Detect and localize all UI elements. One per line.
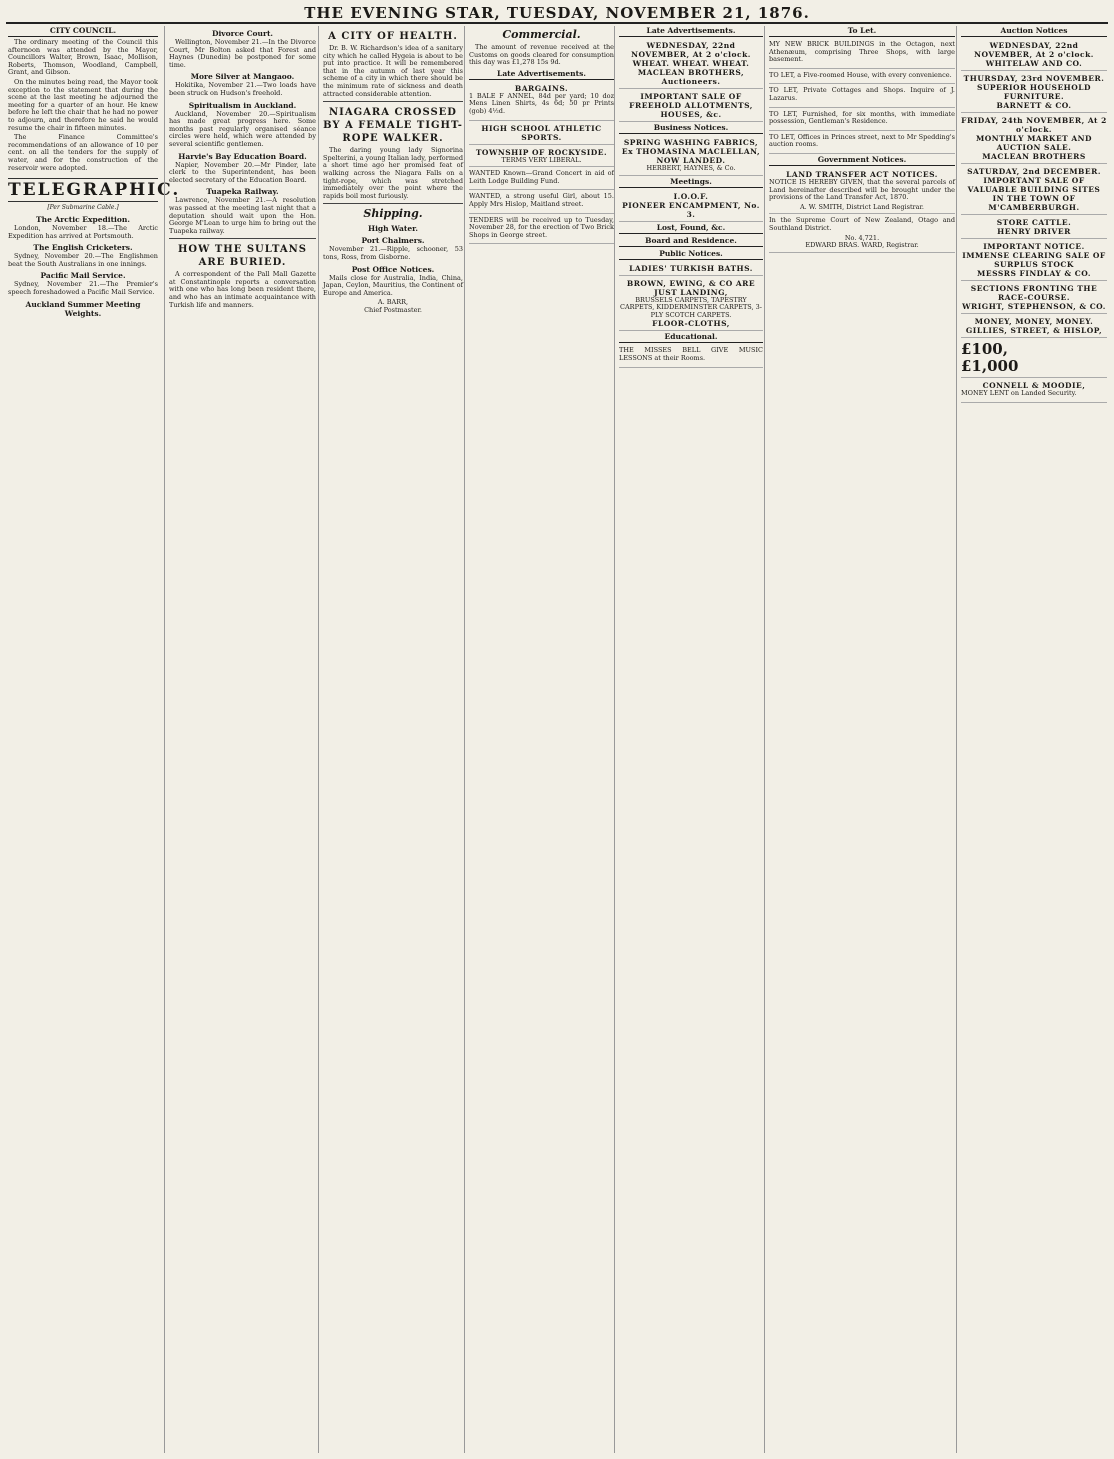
section-heading: Divorce Court. — [211, 29, 274, 38]
ad-title: TOWNSHIP OF ROCKYSIDE. — [475, 147, 608, 157]
money-amount: £1,000 — [961, 357, 1019, 375]
article-paragraph: Sydney, November 20.—The Englishmen beat the South Australians in one innings. — [8, 252, 158, 268]
ad-text: TO LET, Offices in Princes street, next to Mr Spedding's auction rooms. — [769, 132, 955, 149]
ad-title: IMPORTANT SALE OF FREEHOLD ALLOTMENTS, HOUSES, &c. — [629, 92, 753, 119]
ad-text: BRUSSELS CARPETS, TAPESTRY CARPETS, KIDDERMINSTER CARPETS, 3-PLY SCOTCH CARPETS. — [620, 295, 762, 319]
ad-title: SPRING WASHING FABRICS, Ex THOMASINA MACLELLAN, NOW LANDED. — [621, 138, 761, 165]
sultans-heading: HOW THE SULTANS ARE BURIED. — [177, 244, 308, 269]
divider — [323, 203, 463, 204]
ad-title: WEDNESDAY, 22nd NOVEMBER, At 2 o'clock. — [974, 41, 1094, 59]
ad-title: IMPORTANT NOTICE. — [983, 242, 1085, 251]
article-paragraph: Lawrence, November 21.—A resolution was passed at the meeting last night that a deputation should wait upon the Hon. George M'Lean to urge him to bring out the Tuapeka railway. — [169, 196, 316, 235]
advertisement — [961, 114, 1107, 164]
ad-title: BARNETT & CO. — [996, 101, 1072, 110]
advertisement — [619, 136, 763, 176]
ad-text: THE MISSES BELL GIVE MUSIC LESSONS at their Rooms. — [619, 346, 763, 362]
ad-text: NOTICE IS HEREBY GIVEN, that the several parcels of Land hereinafter described will be brought under the provisions of the Land Transfer Act, 1870. — [769, 177, 955, 202]
advertisement — [961, 165, 1107, 215]
ad-text: EDWARD BRAS. WARD, Registrar. — [805, 241, 919, 250]
city-of-health-heading: A CITY OF HEALTH. — [328, 31, 458, 42]
advertisement — [619, 262, 763, 276]
article-paragraph: Wellington, November 21.—In the Divorce Court, Mr Bolton asked that Forest and Haynes (Dunedin) be postponed for some time. — [169, 38, 316, 69]
ad-title: I.O.O.F. — [673, 191, 709, 201]
advertisement — [619, 190, 763, 222]
ad-title: WRIGHT, STEPHENSON, & CO. — [962, 302, 1106, 311]
ad-title: IMPORTANT SALE OF VALUABLE BUILDING SITES IN THE TOWN OF M'CAMBERBURGH. — [967, 176, 1101, 212]
educational-heading: Educational. — [619, 332, 763, 343]
advertisement — [961, 315, 1107, 338]
advertisement — [961, 216, 1107, 239]
article-paragraph: Hokitika, November 21.—Two loads have been struck on Hudson's freehold. — [169, 81, 316, 97]
auction-notices-heading: Auction Notices — [961, 26, 1107, 37]
ad-title: WHEAT. WHEAT. WHEAT. — [632, 59, 750, 68]
article-paragraph: Napier, November 20.—Mr Pinder, late clerk to the Superintendent, has been elected secretary of the Education Board. — [169, 160, 316, 184]
advertisement — [769, 168, 955, 214]
section-heading: The Arctic Expedition. — [36, 215, 130, 225]
government-notices-heading: Government Notices. — [769, 155, 955, 166]
column-4 — [464, 26, 614, 1453]
ad-title: MACLEAN BROTHERS, Auctioneers. — [637, 68, 745, 86]
advertisement — [619, 90, 763, 122]
article-paragraph: On the minutes being read, the Mayor took exception to the statement that during the scene at the last meeting he adjourned the meeting for a quarter of an hour. He knew before he left the chair that he had no power to adjourn, and therefore he said he would resume the chair in fifteen minutes. — [8, 77, 158, 132]
telegraphic-subhead: [Per Submarine Cable.] — [47, 204, 119, 212]
niagara-heading: NIAGARA CROSSED BY A FEMALE TIGHT-ROPE WALKER. — [323, 107, 463, 145]
section-heading: High Water. — [368, 224, 418, 234]
late-ads-heading: Late Advertisements. — [469, 69, 614, 80]
ad-title: FRIDAY, 24th NOVEMBER, At 2 o'clock. — [961, 116, 1107, 134]
section-heading: Port Chalmers. — [361, 236, 425, 246]
advertisement — [619, 345, 763, 367]
ad-title: BROWN, EWING, & CO ARE JUST LANDING, — [626, 278, 756, 297]
ad-text: TENDERS will be received up to Tuesday, November 28, for the erection of Two Brick Shops in George street. — [469, 215, 614, 239]
ad-title: BARGAINS. — [514, 83, 569, 93]
advertisement — [769, 215, 955, 252]
divider — [169, 238, 316, 239]
ad-title: SECTIONS FRONTING THE RACE-COURSE. — [970, 284, 1098, 302]
ad-text: WANTED, a strong useful Girl, about 15. Apply Mrs Hislop, Maitland street. — [469, 192, 614, 208]
ad-title: IMMENSE CLEARING SALE OF SURPLUS STOCK — [962, 251, 1106, 269]
business-notices-heading: Business Notices. — [619, 123, 763, 134]
advertisement — [769, 39, 955, 69]
ad-text: TERMS VERY LIBERAL. — [501, 155, 582, 164]
ad-title: THURSDAY, 23rd NOVEMBER. — [963, 74, 1105, 83]
advertisement — [769, 70, 955, 85]
article-paragraph: A correspondent of the Pall Mall Gazette at Constantinople reports a conversation with one who has long been resident there, and who has an intimate acquaintance with Turkish life and manners. — [169, 270, 316, 309]
section-heading: Harvie's Bay Education Board. — [178, 151, 307, 161]
article-paragraph: Auckland, November 20.—Spiritualism has made great progress here. Some months past regularly organised séance circles were held, which were attended by several scientific gentlemen. — [169, 109, 316, 148]
ad-title: MESSRS FINDLAY & CO. — [977, 269, 1091, 278]
advertisement — [961, 379, 1107, 403]
advertisement — [469, 122, 614, 145]
ad-text: TO LET, a Five-roomed House, with every convenience. — [769, 70, 952, 79]
advertisement — [769, 132, 955, 154]
ad-text: TO LET, Private Cottages and Shops. Inquire of J. Lazarus. — [769, 86, 955, 102]
lost-found-heading: Lost, Found, &c. — [619, 223, 763, 234]
ad-title: GILLIES, STREET, & HISLOP, — [965, 326, 1103, 335]
advertisement — [469, 215, 614, 245]
advertisement — [961, 282, 1107, 314]
advertisement — [961, 339, 1107, 378]
article-paragraph: Sydney, November 21.—The Premier's speech foreshadowed a Pacific Mail Service. — [8, 280, 158, 297]
advertisement — [769, 109, 955, 131]
ad-title: PIONEER ENCAMPMENT, No. 3. — [622, 200, 760, 219]
ad-title: LAND TRANSFER ACT NOTICES. — [786, 169, 938, 179]
telegraphic-heading: TELEGRAPHIC. — [8, 180, 181, 201]
advertisement — [961, 72, 1107, 113]
column-2 — [164, 26, 316, 1453]
to-let-heading: To Let. — [769, 26, 955, 37]
article-paragraph: London, November 18.—The Arctic Expedition has arrived at Portsmouth. — [8, 224, 158, 240]
advertisement — [619, 39, 763, 89]
article-paragraph: November 21.—Ripple, schooner, 53 tons, Ross, from Gisborne. — [323, 245, 463, 261]
ad-text: No. 4,721. — [844, 233, 880, 242]
article-paragraph: The Finance Committee's recommendations of an allowance of 10 per cent. on all the tenders for the supply of water, and for the construction of the reservoir were adopted. — [8, 133, 158, 172]
advertisement — [469, 82, 614, 121]
section-heading: More Silver at Mangaoo. — [190, 72, 295, 82]
ad-text: In the Supreme Court of New Zealand, Otago and Southland District. — [769, 216, 955, 232]
column-3 — [318, 26, 463, 1453]
masthead: THE EVENING STAR, TUESDAY, NOVEMBER 21, 1876. — [6, 4, 1108, 24]
shipping-heading: Shipping. — [363, 207, 423, 221]
ad-text: WANTED Known—Grand Concert in aid of Leith Lodge Building Fund. — [469, 169, 614, 185]
ad-title: SATURDAY, 2nd DECEMBER. — [967, 167, 1101, 176]
ad-title: MONTHLY MARKET AND AUCTION SALE. — [975, 134, 1093, 152]
commercial-heading: Commercial. — [502, 28, 581, 41]
column-1 — [8, 26, 181, 1453]
advertisement — [619, 277, 763, 332]
ad-text: TO LET, Furnished, for six months, with immediate possession, Gentleman's Residence. — [769, 109, 955, 126]
section-heading: Pacific Mail Service. — [40, 271, 126, 281]
money-amount: £100, — [961, 340, 1008, 358]
ad-text: A. W. SMITH, District Land Registrar. — [799, 202, 925, 211]
advertisement — [469, 146, 614, 168]
ad-title: STORE CATTLE. — [996, 218, 1072, 227]
advertisement — [961, 240, 1107, 281]
article-paragraph: The ordinary meeting of the Council this afternoon was attended by the Mayor, Councillors Walter, Brown, Isaac, Mollison, Roberts, Thomson, Woodland, Campbell, Grant, and Gibson. — [8, 38, 158, 77]
advertisement — [961, 39, 1107, 71]
ad-title: LADIES' TURKISH BATHS. — [629, 263, 753, 273]
board-residence-heading: Board and Residence. — [619, 236, 763, 247]
ad-title: HIGH SCHOOL ATHLETIC SPORTS. — [481, 123, 602, 142]
late-ads-heading: Late Advertisements. — [619, 26, 763, 37]
ad-text: HERBERT, HAYNES, & Co. — [646, 164, 736, 172]
ad-title: FLOOR-CLOTHS, — [652, 319, 730, 329]
article-paragraph: The amount of revenue received at the Customs on goods cleared for consumption this day was £1,278 15s 9d. — [469, 43, 614, 67]
section-heading: Tuapeka Railway. — [206, 187, 279, 197]
ad-text: MY NEW BRICK BUILDINGS in the Octagon, next Athenæum, comprising Three Shops, with large basement. — [769, 40, 955, 64]
column-5 — [614, 26, 763, 1453]
ad-title: WEDNESDAY, 22nd NOVEMBER, At 2 o'clock. — [631, 41, 751, 59]
ad-title: HENRY DRIVER — [997, 227, 1071, 236]
column-7 — [956, 26, 1107, 1453]
ad-title: SUPERIOR HOUSEHOLD FURNITURE. — [976, 83, 1092, 101]
signature-title: Chief Postmaster. — [364, 305, 422, 314]
ad-text: 1 BALE F ANNEL, 84d per yard; 10 doz Mens Linen Shirts, 4s 6d; 50 pr Prints (gob) 4½d. — [469, 91, 614, 115]
column-6 — [764, 26, 955, 1453]
divider — [323, 101, 463, 102]
section-heading: The English Cricketers. — [33, 243, 133, 253]
section-heading: Auckland Summer Meeting Weights. — [25, 299, 141, 318]
ad-title: WHITELAW AND CO. — [985, 59, 1083, 68]
article-paragraph: The daring young lady Signorina Spelterini, a young Italian lady, performed a short time ago her promised feat of walking across the Niagara Falls on a tight-rope, which was stretched immediately over the point where the rapids boil most furiously. — [323, 146, 463, 200]
article-paragraph: Dr. B. W. Richardson's idea of a sanitary city which he called Hygeia is about to be put into practice. It will be remembered that in the autumn of last year this scheme of a city in which there should be the minimum rate of sickness and death attracted considerable attention. — [323, 44, 463, 98]
ad-title: MONEY, MONEY, MONEY. — [974, 317, 1094, 326]
city-council-heading: CITY COUNCIL. — [8, 26, 158, 37]
article-paragraph: Mails close for Australia, India, China, Japan, Ceylon, Mauritius, the Continent of Europe and America. — [323, 273, 463, 297]
meetings-heading: Meetings. — [619, 177, 763, 188]
ad-text: MONEY LENT on Landed Security. — [961, 389, 1077, 397]
advertisement — [769, 85, 955, 107]
advertisement — [469, 191, 614, 213]
section-heading: Spiritualism in Auckland. — [188, 100, 297, 110]
advertisement — [469, 168, 614, 190]
ad-title: CONNELL & MOODIE, — [982, 381, 1086, 390]
ad-title: MACLEAN BROTHERS — [982, 152, 1086, 161]
section-heading: Post Office Notices. — [351, 264, 435, 274]
public-notices-heading: Public Notices. — [619, 249, 763, 260]
signature-name: A. BARR, — [377, 298, 409, 307]
